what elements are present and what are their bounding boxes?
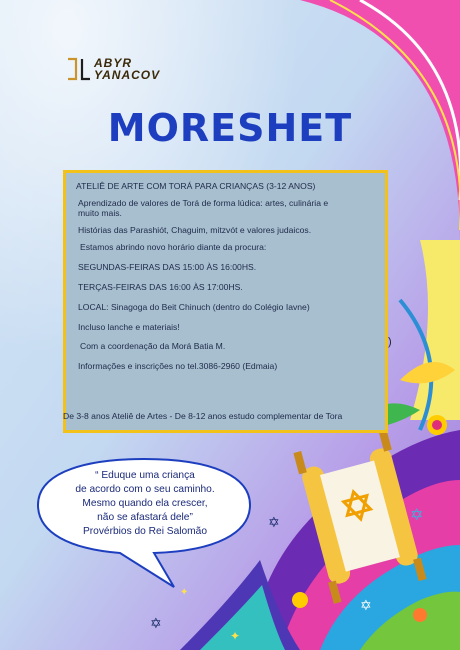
quote-text [42, 469, 248, 539]
quote-line-2: de acordo com o seu caminho. [75, 484, 215, 495]
included-text: Incluso lanche e materiais! [78, 322, 180, 332]
tuesdays-text: TERÇAS-FEIRAS DAS 16:00 ÀS 17:00HS. [78, 282, 243, 292]
svg-text:✦: ✦ [180, 587, 189, 598]
page-title: MORESHET [107, 106, 353, 150]
quote-attribution: Provérbios do Rei Salomão [82, 526, 207, 537]
learning-line-1: Aprendizado de valores de Torá de forma lúdica: artes, culinária e [78, 198, 329, 208]
svg-text:✡: ✡ [360, 597, 372, 613]
mondays-text: SEGUNDAS-FEIRAS DAS 15:00 ÀS 16:00HS. [78, 262, 257, 272]
coordination-text: Com a coordenação da Morá Batia M. [80, 341, 226, 351]
quote-line-1: “ Eduque uma criança [95, 470, 195, 481]
svg-text:✡: ✡ [410, 507, 424, 524]
svg-text:✦: ✦ [230, 629, 241, 643]
location-text: LOCAL: Sinagoga do Beit Chinuch (dentro do Colégio Iavne) [78, 302, 310, 312]
stray-paren: ) [388, 336, 392, 348]
quote-line-4: não se afastará dele” [97, 512, 193, 523]
learning-line-2: muito mais. [78, 208, 122, 218]
panel-heading: ATELIÊ DE ARTE COM TORÁ PARA CRIANÇAS (3-12 ANOS) [76, 181, 316, 191]
svg-text:✡: ✡ [150, 615, 162, 631]
logo-mark-icon [66, 56, 92, 82]
ages-text: De 3-8 anos Ateliê de Artes - De 8-12 anos estudo complementar de Tora [63, 411, 343, 421]
new-schedule-text: Estamos abrindo novo horário diante da procura: [80, 242, 267, 252]
info-contact-text: Informações e inscrições no tel.3086-2960 (Edmaia) [78, 361, 278, 371]
logo-text-bottom: YANACOV [94, 68, 161, 82]
brand-logo [66, 56, 186, 84]
info-panel [63, 170, 388, 433]
svg-text:✡: ✡ [268, 514, 280, 530]
quote-bubble [34, 455, 254, 591]
logo-text-top: ABYR [94, 56, 133, 70]
quote-line-3: Mesmo quando ela crescer, [82, 498, 208, 509]
stories-text: Histórias das Parashiót, Chaguim, mitzvót e valores judaicos. [78, 225, 312, 235]
